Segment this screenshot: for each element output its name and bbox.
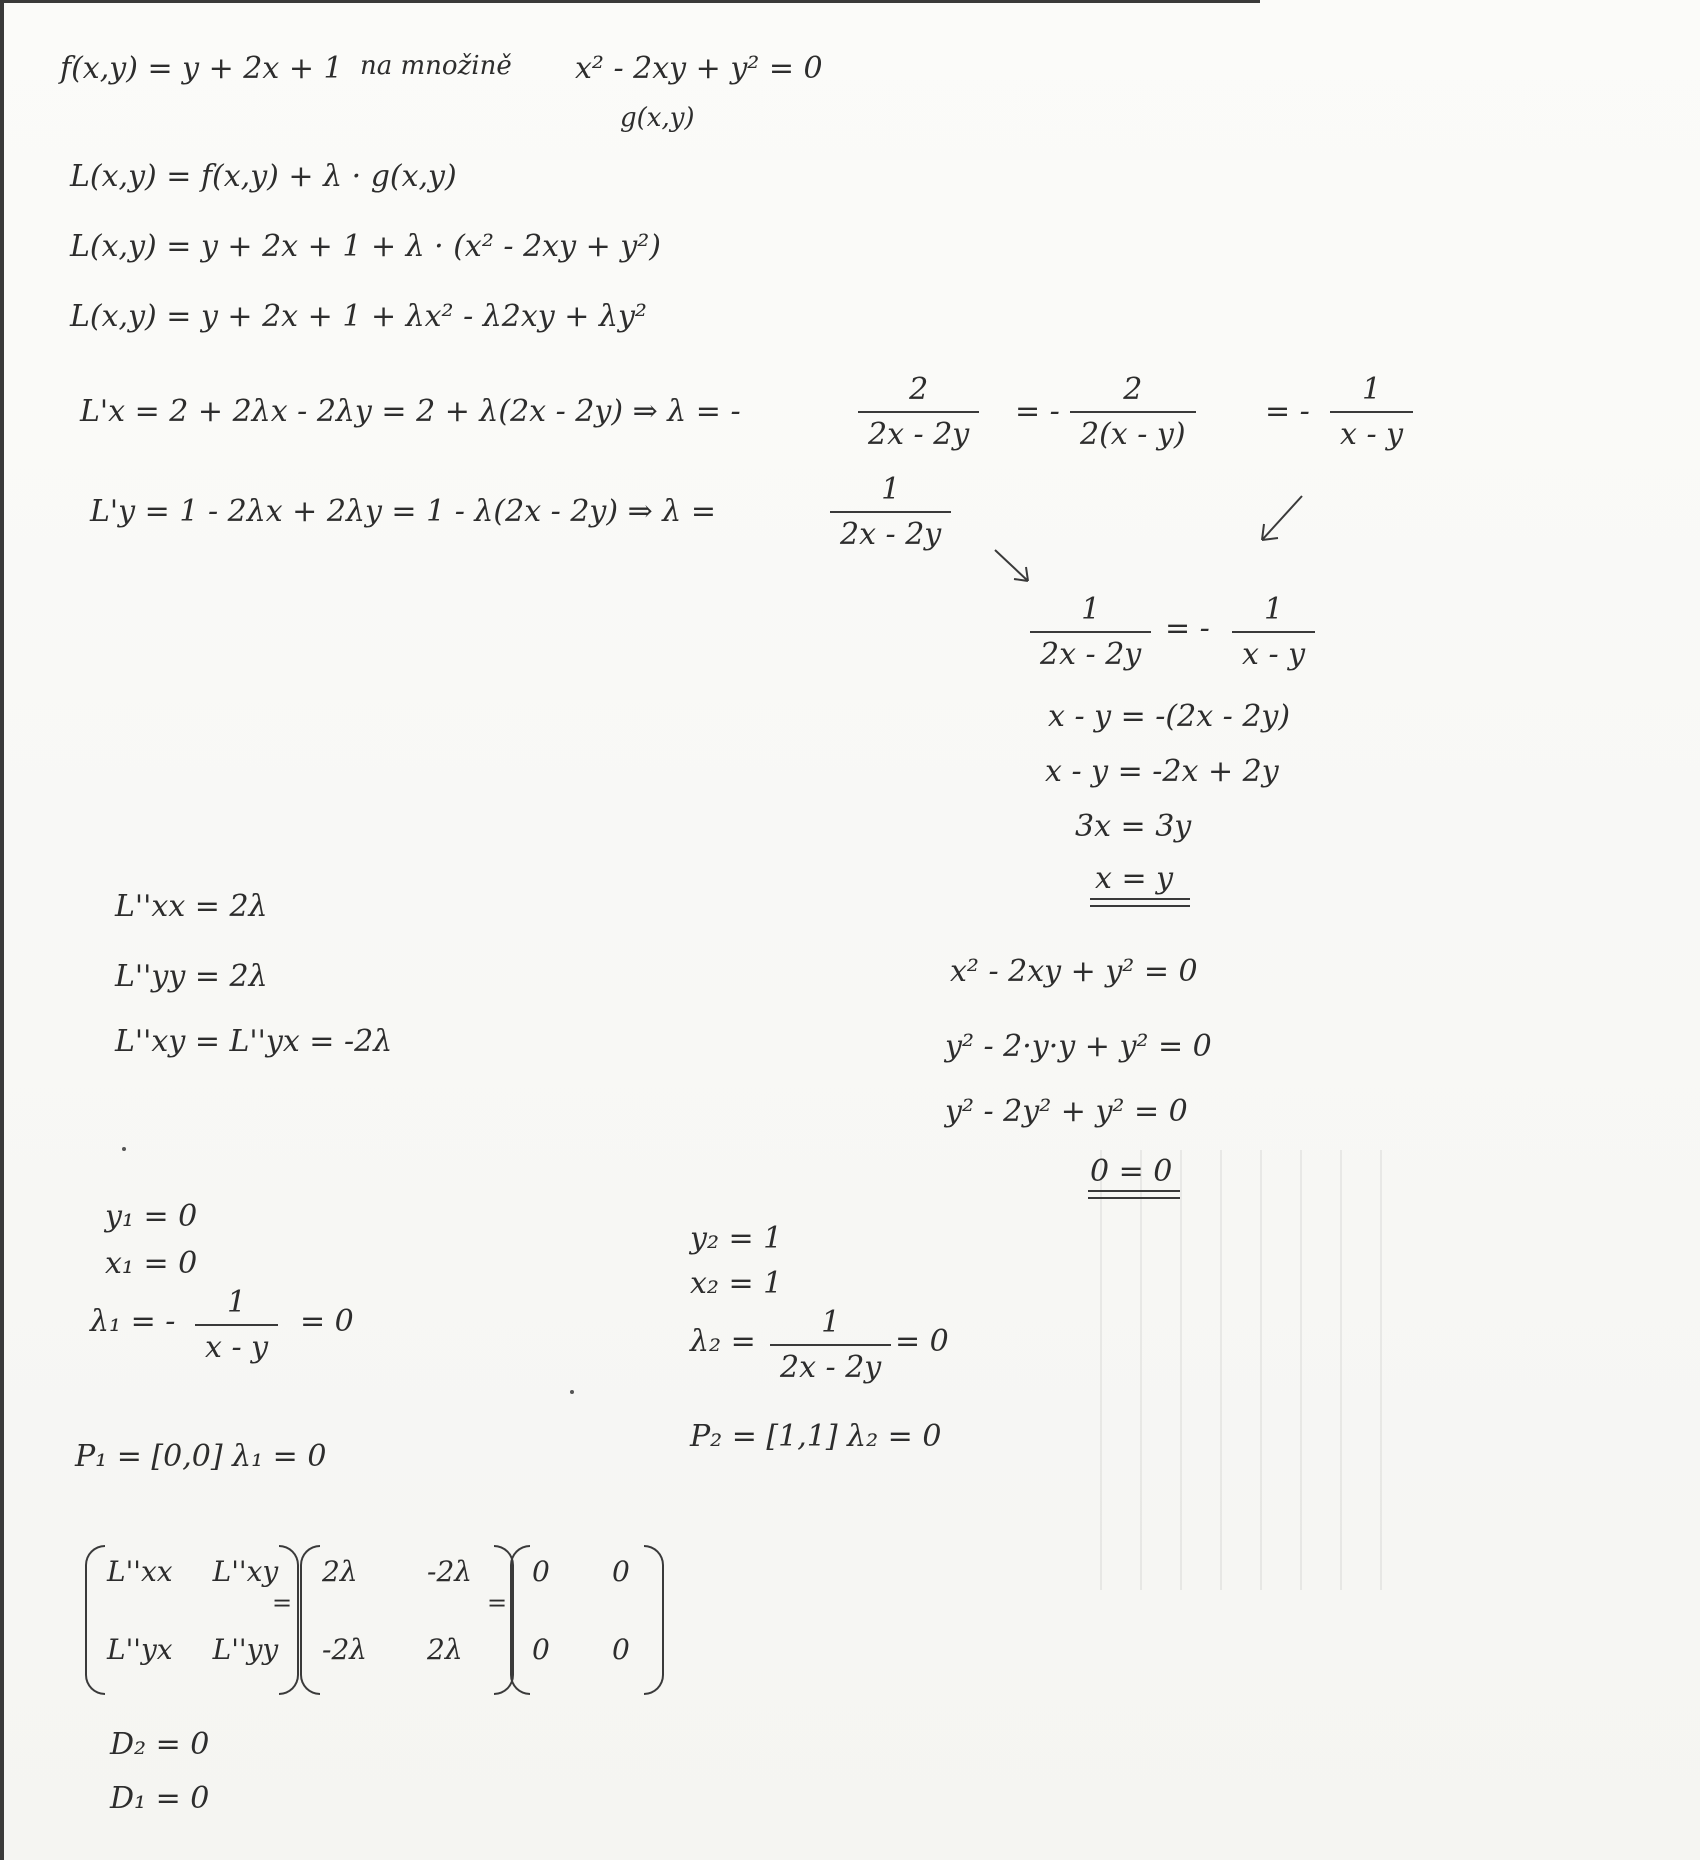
solve-step-1: x - y = -(2x - 2y) bbox=[1048, 699, 1291, 734]
determinant-d2: D₂ = 0 bbox=[110, 1727, 210, 1762]
substitution-step-3: y² - 2y² + y² = 0 bbox=[945, 1094, 1188, 1129]
fraction-denominator: x - y bbox=[205, 1330, 269, 1365]
stray-mark bbox=[122, 1147, 126, 1151]
fraction-numerator: 1 bbox=[1081, 592, 1101, 627]
fraction-denominator: 2(x - y) bbox=[1080, 417, 1186, 452]
constraint-label: g(x,y) bbox=[620, 103, 695, 133]
lagrangian-line-3: L(x,y) = y + 2x + 1 + λx² - λ2xy + λy² bbox=[70, 299, 647, 334]
function-definition: f(x,y) = y + 2x + 1 bbox=[60, 51, 343, 86]
matrix-cell: 2λ bbox=[427, 1633, 463, 1666]
fraction-denominator: x - y bbox=[1340, 417, 1404, 452]
matrix-cell: 0 bbox=[612, 1555, 630, 1588]
on-set-label: na množině bbox=[360, 51, 512, 81]
solve-step-2: x - y = -2x + 2y bbox=[1045, 754, 1279, 789]
matrix-cell: -2λ bbox=[427, 1555, 473, 1588]
fraction-denominator: x - y bbox=[1242, 637, 1306, 672]
fraction-numerator: 1 bbox=[821, 1305, 841, 1340]
double-underline-top bbox=[1090, 898, 1190, 900]
point2-y: y₂ = 1 bbox=[690, 1221, 783, 1256]
substitution-step-2: y² - 2·y·y + y² = 0 bbox=[945, 1029, 1212, 1064]
double-underline-bottom bbox=[1090, 905, 1190, 907]
solve-fraction-right bbox=[1232, 592, 1315, 672]
hessian-equals-2: = bbox=[487, 1589, 508, 1617]
point1-x: x₁ = 0 bbox=[105, 1246, 198, 1281]
arrow-down-left-icon bbox=[1250, 490, 1310, 550]
matrix-cell: 0 bbox=[532, 1555, 550, 1588]
matrix-cell: L''xy bbox=[212, 1555, 279, 1588]
hessian-equals-1: = bbox=[272, 1589, 293, 1617]
left-paren bbox=[510, 1545, 530, 1695]
matrix-cell: 0 bbox=[612, 1633, 630, 1666]
stray-mark bbox=[570, 1390, 574, 1394]
point2-lambda-value: = 0 bbox=[895, 1324, 949, 1359]
bleed-through-text bbox=[1100, 1150, 1420, 1590]
point1-lambda-fraction bbox=[195, 1285, 278, 1365]
fraction-numerator: 1 bbox=[1361, 372, 1382, 407]
partial-x-fraction-2 bbox=[1070, 372, 1196, 452]
determinant-d1: D₁ = 0 bbox=[110, 1781, 210, 1816]
fraction-numerator: 2 bbox=[909, 372, 929, 407]
hessian-numeric-matrix bbox=[510, 1545, 664, 1695]
double-underline-bottom bbox=[1088, 1197, 1180, 1199]
second-derivative-yy: L''yy = 2λ bbox=[115, 959, 268, 994]
solve-result: x = y bbox=[1095, 861, 1174, 896]
matrix-cell: L''yy bbox=[212, 1633, 279, 1666]
fraction-numerator: 2 bbox=[1123, 372, 1143, 407]
solve-equals: = - bbox=[1165, 611, 1210, 646]
hessian-symbolic-matrix bbox=[85, 1545, 299, 1695]
left-paren bbox=[85, 1545, 105, 1695]
right-paren bbox=[644, 1545, 664, 1695]
fraction-numerator: 1 bbox=[881, 472, 901, 507]
substitution-result: 0 = 0 bbox=[1090, 1154, 1173, 1189]
partial-x-fraction-1 bbox=[858, 372, 979, 452]
point1-summary: P₁ = [0,0] λ₁ = 0 bbox=[75, 1439, 327, 1474]
point2-x: x₂ = 1 bbox=[690, 1266, 783, 1301]
point1-lambda-value: = 0 bbox=[300, 1304, 354, 1339]
point2-summary: P₂ = [1,1] λ₂ = 0 bbox=[690, 1419, 942, 1454]
point1-y: y₁ = 0 bbox=[105, 1199, 198, 1234]
double-underline-top bbox=[1088, 1190, 1180, 1192]
fraction-numerator: 1 bbox=[226, 1285, 247, 1320]
matrix-cell: L''xx bbox=[107, 1555, 173, 1588]
constraint-equation: x² - 2xy + y² = 0 bbox=[575, 51, 823, 86]
scan-edge-top bbox=[0, 0, 1260, 3]
matrix-cell: L''yx bbox=[107, 1633, 173, 1666]
partial-x-fraction-3 bbox=[1330, 372, 1413, 452]
fraction-numerator: 1 bbox=[1263, 592, 1284, 627]
lagrangian-line-1: L(x,y) = f(x,y) + λ · g(x,y) bbox=[70, 159, 457, 194]
substitution-step-1: x² - 2xy + y² = 0 bbox=[950, 954, 1198, 989]
arrow-down-right-icon bbox=[990, 545, 1040, 590]
partial-x-equals-2: = - bbox=[1015, 394, 1060, 429]
partial-y-fraction bbox=[830, 472, 951, 552]
left-paren bbox=[300, 1545, 320, 1695]
solve-fraction-left bbox=[1030, 592, 1151, 672]
solve-step-3: 3x = 3y bbox=[1075, 809, 1192, 844]
partial-y-equation: L'y = 1 - 2λx + 2λy = 1 - λ(2x - 2y) ⇒ λ = bbox=[90, 494, 716, 529]
point2-lambda-fraction bbox=[770, 1305, 891, 1385]
lagrangian-line-2: L(x,y) = y + 2x + 1 + λ · (x² - 2xy + y²) bbox=[70, 229, 661, 264]
point1-lambda-label: λ₁ = - bbox=[90, 1304, 176, 1339]
fraction-denominator: 2x - 2y bbox=[868, 417, 970, 452]
matrix-cell: -2λ bbox=[322, 1633, 368, 1666]
right-paren bbox=[279, 1545, 299, 1695]
fraction-denominator: 2x - 2y bbox=[1040, 637, 1142, 672]
matrix-cell: 0 bbox=[532, 1633, 550, 1666]
fraction-denominator: 2x - 2y bbox=[780, 1350, 882, 1385]
fraction-denominator: 2x - 2y bbox=[840, 517, 942, 552]
point2-lambda-label: λ₂ = bbox=[690, 1324, 756, 1359]
second-derivative-xx: L''xx = 2λ bbox=[115, 889, 268, 924]
hessian-lambda-matrix bbox=[300, 1545, 514, 1695]
partial-x-equals-3: = - bbox=[1265, 394, 1310, 429]
scan-edge-left bbox=[0, 0, 4, 1860]
partial-x-equation: L'x = 2 + 2λx - 2λy = 2 + λ(2x - 2y) ⇒ λ = - bbox=[80, 394, 741, 429]
matrix-cell: 2λ bbox=[322, 1555, 358, 1588]
second-derivative-xy: L''xy = L''yx = -2λ bbox=[115, 1024, 393, 1059]
